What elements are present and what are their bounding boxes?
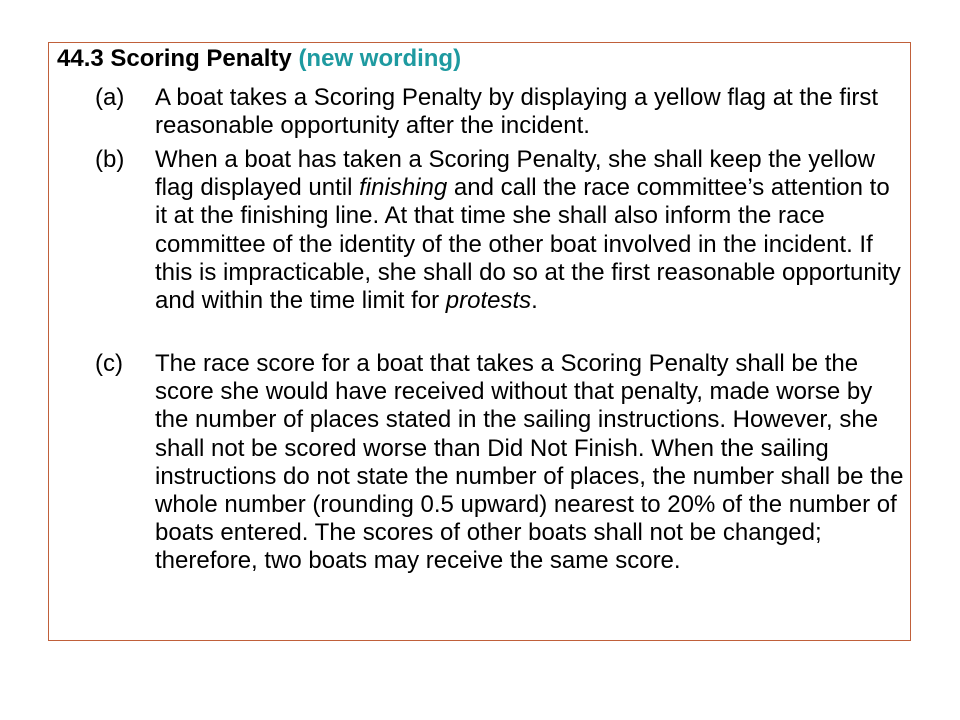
- item-text: [155, 84, 905, 140]
- wording-note: (new wording): [298, 45, 462, 72]
- defined-term-finishing: finishing: [359, 174, 448, 202]
- item-text-segment: .: [531, 287, 538, 315]
- defined-term-protests: protests: [445, 287, 532, 315]
- item-text-segment: When a boat has taken a Scoring Penalty, she shall keep the yellow flag displayed until: [155, 146, 875, 202]
- item-text-segment: The race score for a boat that takes a Scoring Penalty shall be the score she would have received without that penalty, made worse by the number of places stated in the sailing instructions. However, she shall not be scored worse than Did Not Finish. When the sailing instructions do not state the number of places, the number shall be the whole number (rounding 0.5 upward) nearest to 20% of the number of boats entered. The scores of other boats shall not be changed; therefore, two boats may receive the same score.: [155, 350, 904, 575]
- rule-item-c: [95, 350, 905, 576]
- item-marker: (b): [95, 146, 125, 173]
- section-heading: [57, 44, 461, 74]
- item-text: [155, 146, 905, 315]
- rule-item-b: [95, 146, 905, 315]
- item-marker: (a): [95, 84, 125, 111]
- item-marker: (c): [95, 350, 123, 377]
- section-title: 44.3 Scoring Penalty: [57, 45, 292, 72]
- rule-item-a: [95, 84, 905, 140]
- item-text-segment: and call the race committee’s attention to it at the finishing line. At that time she shall also inform the race committee of the identity of the other boat involved in the incident. If this is impracticable, she shall do so at the first reasonable opportunity and within the time limit for: [155, 174, 901, 315]
- item-text: [155, 350, 905, 576]
- item-text-segment: A boat takes a Scoring Penalty by displaying a yellow flag at the first reasonable opportunity after the incident.: [155, 84, 879, 140]
